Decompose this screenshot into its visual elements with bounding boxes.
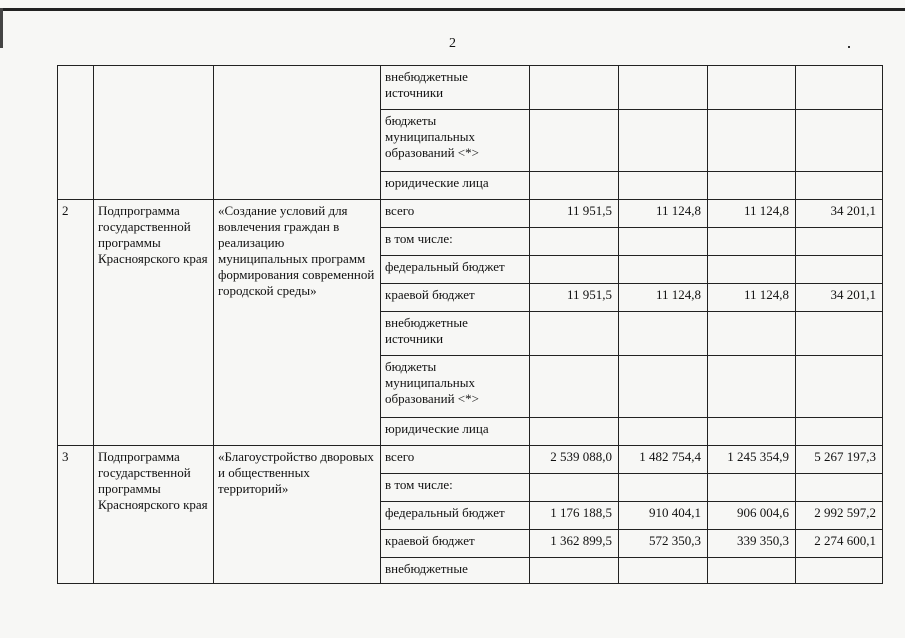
- cell-total: 2 992 597,2: [796, 502, 883, 530]
- cell-value: 11 124,8: [619, 284, 708, 312]
- cell-value: 1 176 188,5: [530, 502, 619, 530]
- cell-source: краевой бюджет: [381, 284, 530, 312]
- cell-value: 11 124,8: [708, 200, 796, 228]
- scan-speck: [848, 46, 850, 48]
- cell-source: бюджеты муниципальных образований <*>: [381, 356, 530, 418]
- cell-value: 11 951,5: [530, 284, 619, 312]
- cell-source: всего: [381, 200, 530, 228]
- cell-source: федеральный бюджет: [381, 502, 530, 530]
- cell-source: внебюджетные: [381, 558, 530, 584]
- cell-value: 1 245 354,9: [708, 446, 796, 474]
- cell-source: юридические лица: [381, 418, 530, 446]
- cell-total: 34 201,1: [796, 284, 883, 312]
- cell-value: 572 350,3: [619, 530, 708, 558]
- cell-num: [58, 66, 94, 200]
- cell-total: 2 274 600,1: [796, 530, 883, 558]
- cell-name: [214, 66, 381, 200]
- cell-source: всего: [381, 446, 530, 474]
- cell-value: 339 350,3: [708, 530, 796, 558]
- table-row: [58, 66, 883, 110]
- cell-value: 906 004,6: [708, 502, 796, 530]
- cell-name: «Благоустройство дворовых и общественных территорий»: [214, 446, 381, 584]
- cell-source: в том числе:: [381, 474, 530, 502]
- cell-status: Подпрограмма государственной программы Красноярского края: [94, 200, 214, 446]
- cell-num: 2: [58, 200, 94, 446]
- cell-status: Подпрограмма государственной программы Красноярского края: [94, 446, 214, 584]
- cell-value: 11 951,5: [530, 200, 619, 228]
- cell-source: юридические лица: [381, 172, 530, 200]
- cell-total: 34 201,1: [796, 200, 883, 228]
- cell-value: 11 124,8: [708, 284, 796, 312]
- cell-source: краевой бюджет: [381, 530, 530, 558]
- cell-value: 11 124,8: [619, 200, 708, 228]
- cell-name: «Создание условий для вовлечения граждан в реализацию муниципальных программ формирования современной городской среды»: [214, 200, 381, 446]
- cell-source: внебюджетные источники: [381, 66, 530, 110]
- table-row: [58, 200, 883, 228]
- table-row: [58, 446, 883, 474]
- cell-num: 3: [58, 446, 94, 584]
- cell-status: [94, 66, 214, 200]
- cell-value: 1 482 754,4: [619, 446, 708, 474]
- cell-source: бюджеты муниципальных образований <*>: [381, 110, 530, 172]
- scan-border-top: [0, 8, 905, 11]
- cell-value: 910 404,1: [619, 502, 708, 530]
- cell-source: в том числе:: [381, 228, 530, 256]
- cell-source: федеральный бюджет: [381, 256, 530, 284]
- cell-value: 2 539 088,0: [530, 446, 619, 474]
- cell-source: внебюджетные источники: [381, 312, 530, 356]
- cell-total: 5 267 197,3: [796, 446, 883, 474]
- page-number: 2: [449, 36, 456, 51]
- funding-table: [57, 65, 883, 584]
- cell-value: 1 362 899,5: [530, 530, 619, 558]
